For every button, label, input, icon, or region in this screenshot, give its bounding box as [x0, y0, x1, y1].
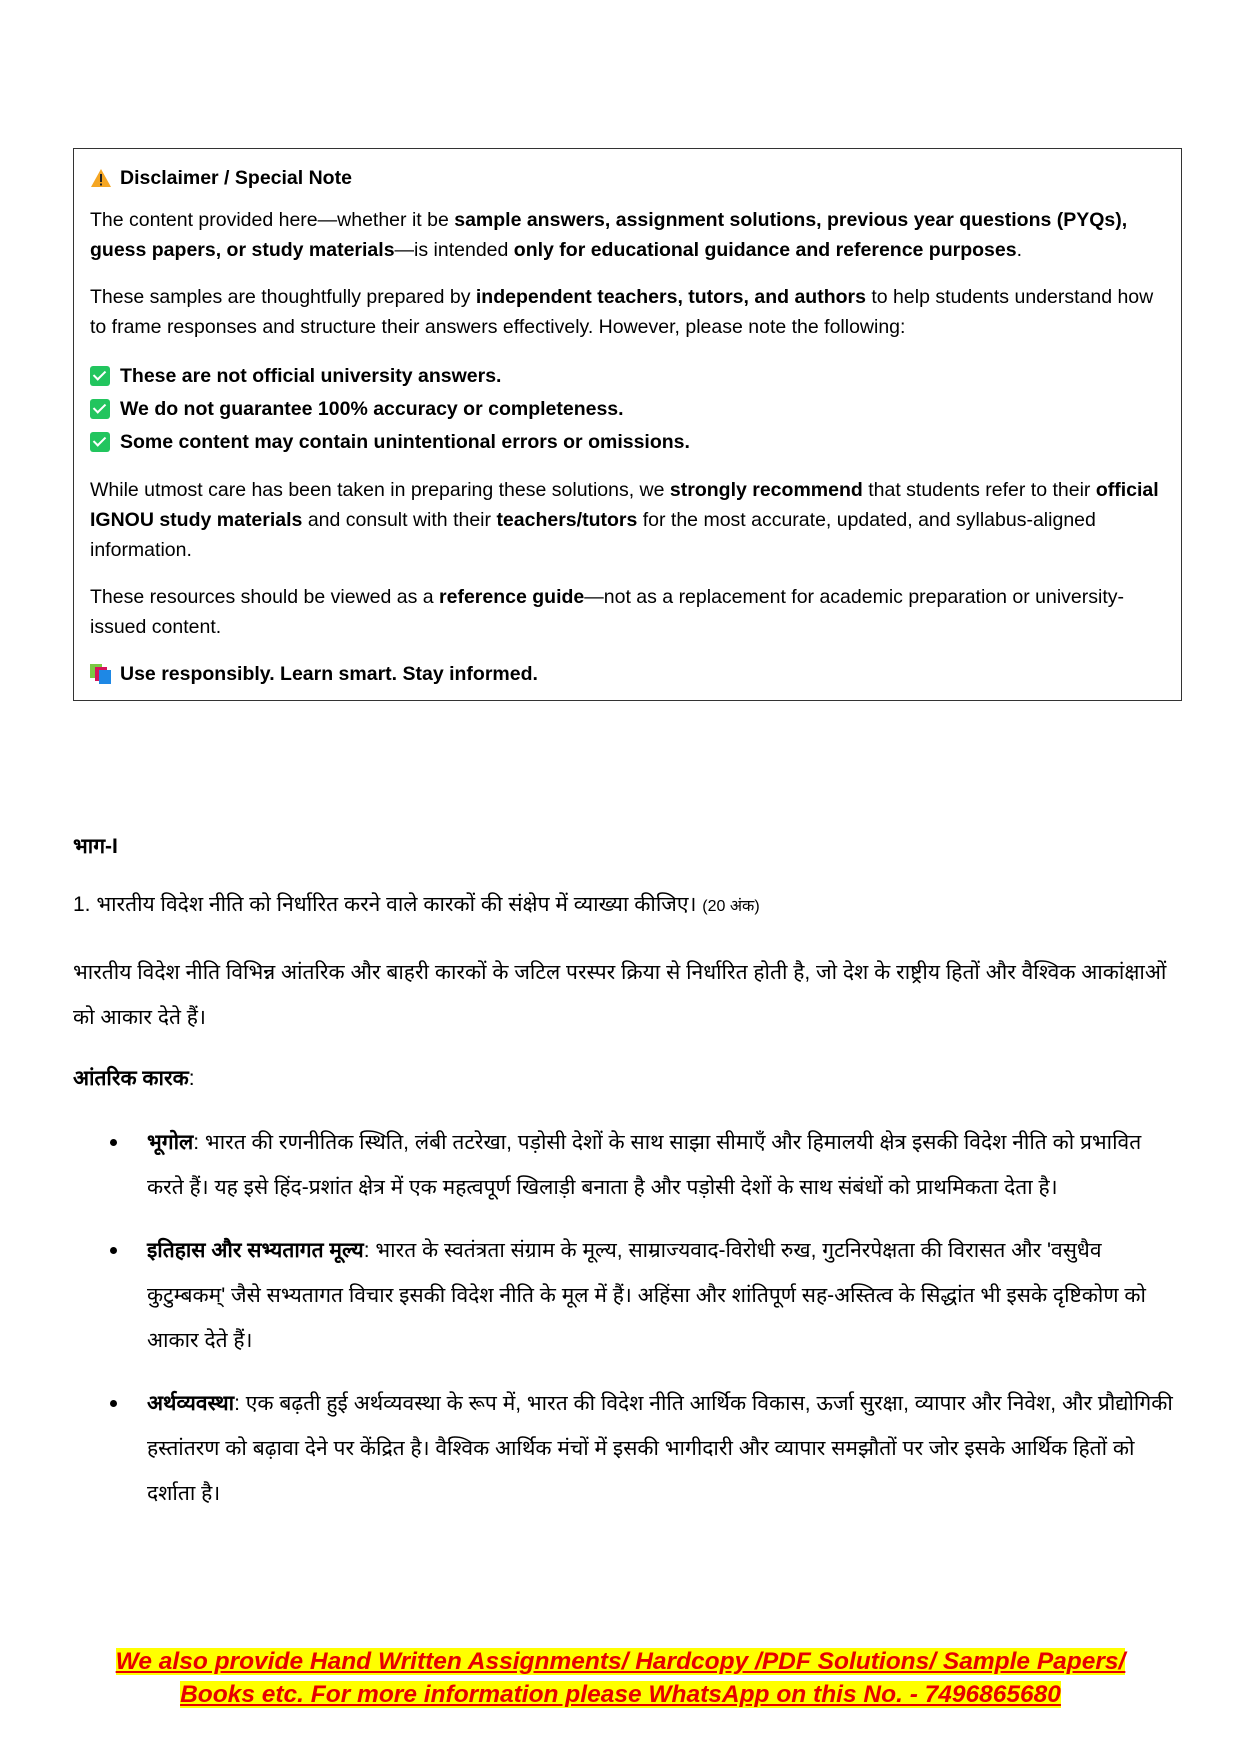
list-item: [73, 1120, 1173, 1210]
text: —is intended: [394, 239, 514, 261]
warning-icon: [90, 168, 112, 188]
subheading: [73, 1064, 195, 1092]
text: —not as a replacement for academic preparation or university-issued content.: [90, 586, 1125, 638]
promo-line-2: Books etc. For more information please WhatsApp on this No. - 7496865680: [180, 1681, 1061, 1708]
list-item: [73, 1381, 1173, 1516]
subheading-colon: :: [188, 1067, 195, 1090]
text: to help students understand how to frame responses and structure their answers effectively. However, please note the following:: [90, 286, 1154, 338]
list-item-text: : एक बढ़ती हुई अर्थव्यवस्था के रूप में, भारत की विदेश नीति आर्थिक विकास, ऊर्जा सुरक्षा, व्यापार और निवेश, और प्रौद्योगिकी हस्तांतरण को बढ़ावा देने पर केंद्रित है। वैश्विक आर्थिक मंचों में इसकी भागीदारी और व्यापार समझौतों पर जोर इसके आर्थिक हितों को दर्शाता है।: [147, 1392, 1173, 1505]
question-marks: (20 अंक): [702, 898, 760, 915]
list-item: [73, 1228, 1173, 1363]
disclaimer-title-text: Disclaimer / Special Note: [120, 167, 352, 189]
bullet-icon: [110, 1247, 117, 1254]
bold-text: official IGNOU study materials: [90, 479, 1159, 531]
part-heading: भाग-I: [73, 835, 118, 858]
text: that students refer to their: [862, 479, 1096, 501]
text: for the most accurate, updated, and syllabus-aligned information.: [90, 509, 1096, 561]
list-item-text: : भारत की रणनीतिक स्थिति, लंबी तटरेखा, पड़ोसी देशों के साथ साझा सीमाएँ और हिमालयी क्षेत्र इसकी विदेश नीति को प्रभावित करते हैं। यह इसे हिंद-प्रशांत क्षेत्र में एक महत्वपूर्ण खिलाड़ी बनाता है और पड़ोसी देशों के साथ संबंधों को प्राथमिकता देता है।: [147, 1131, 1142, 1199]
disclaimer-paragraph-1: [90, 205, 1165, 265]
disclaimer-title: [90, 163, 1165, 193]
bold-text: only for educational guidance and reference purposes: [513, 239, 1017, 261]
text: These samples are thoughtfully prepared by: [90, 286, 476, 308]
bold-text: sample answers, assignment solutions, previous year questions (PYQs), guess papers, or study materials: [90, 209, 1128, 261]
subheading-text: आंतरिक कारक: [73, 1067, 189, 1090]
checklist-item-text: We do not guarantee 100% accuracy or completeness.: [120, 397, 624, 420]
question-text: 1. भारतीय विदेश नीति को निर्धारित करने वाले कारकों की संक्षेप में व्याख्या कीजिए।: [73, 893, 697, 916]
question: [73, 890, 760, 918]
list-item-term: इतिहास और सभ्यतागत मूल्य: [147, 1239, 364, 1262]
bold-text: independent teachers, tutors, and authors: [475, 286, 866, 308]
check-box-icon: [90, 399, 110, 419]
list-item-text: : भारत के स्वतंत्रता संग्राम के मूल्य, साम्राज्यवाद-विरोधी रुख, गुटनिरपेक्षता की विरासत और 'वसुधैव कुटुम्बकम्' जैसे सभ्यतागत विचार इसकी विदेश नीति के मूल में हैं। अहिंसा और शांतिपूर्ण सह-अस्तित्व के सिद्धांत भी इसके दृष्टिकोण को आकार देते हैं।: [147, 1239, 1146, 1352]
text: The content provided here—whether it be: [90, 209, 455, 231]
disclaimer-box: [73, 148, 1182, 701]
check-box-icon: [90, 366, 110, 386]
bold-text: teachers/tutors: [496, 509, 638, 531]
promo-banner: [0, 1645, 1241, 1711]
bold-text: reference guide: [439, 586, 585, 608]
checklist-item-text: These are not official university answers.: [120, 364, 502, 387]
disclaimer-paragraph-3: [90, 475, 1165, 565]
motto-text: Use responsibly. Learn smart. Stay informed.: [120, 663, 538, 685]
bullet-icon: [110, 1139, 117, 1146]
text: .: [1016, 239, 1023, 261]
list-item-term: अर्थव्यवस्था: [147, 1392, 235, 1415]
motto: [90, 659, 1165, 689]
check-box-icon: [90, 432, 110, 452]
bold-text: strongly recommend: [669, 479, 863, 501]
disclaimer-paragraph-4: [90, 582, 1165, 642]
disclaimer-paragraph-2: [90, 282, 1165, 342]
bullet-icon: [110, 1400, 117, 1407]
text: While utmost care has been taken in preparing these solutions, we: [90, 479, 670, 501]
text: and consult with their: [302, 509, 497, 531]
checklist-item: [90, 359, 1165, 392]
checklist: [90, 359, 1165, 458]
checklist-item: [90, 392, 1165, 425]
factor-list: [73, 1120, 1173, 1534]
checklist-item-text: Some content may contain unintentional errors or omissions.: [120, 430, 690, 453]
promo-line-1: We also provide Hand Written Assignments/ Hardcopy /PDF Solutions/ Sample Papers/: [115, 1648, 1126, 1675]
intro-paragraph: भारतीय विदेश नीति विभिन्न आंतरिक और बाहरी कारकों के जटिल परस्पर क्रिया से निर्धारित होती है, जो देश के राष्ट्रीय हितों और वैश्विक आकांक्षाओं को आकार देते हैं।: [73, 961, 1167, 1029]
books-icon: [90, 664, 112, 684]
list-item-term: भूगोल: [147, 1131, 194, 1154]
checklist-item: [90, 425, 1165, 458]
text: These resources should be viewed as a: [90, 586, 440, 608]
